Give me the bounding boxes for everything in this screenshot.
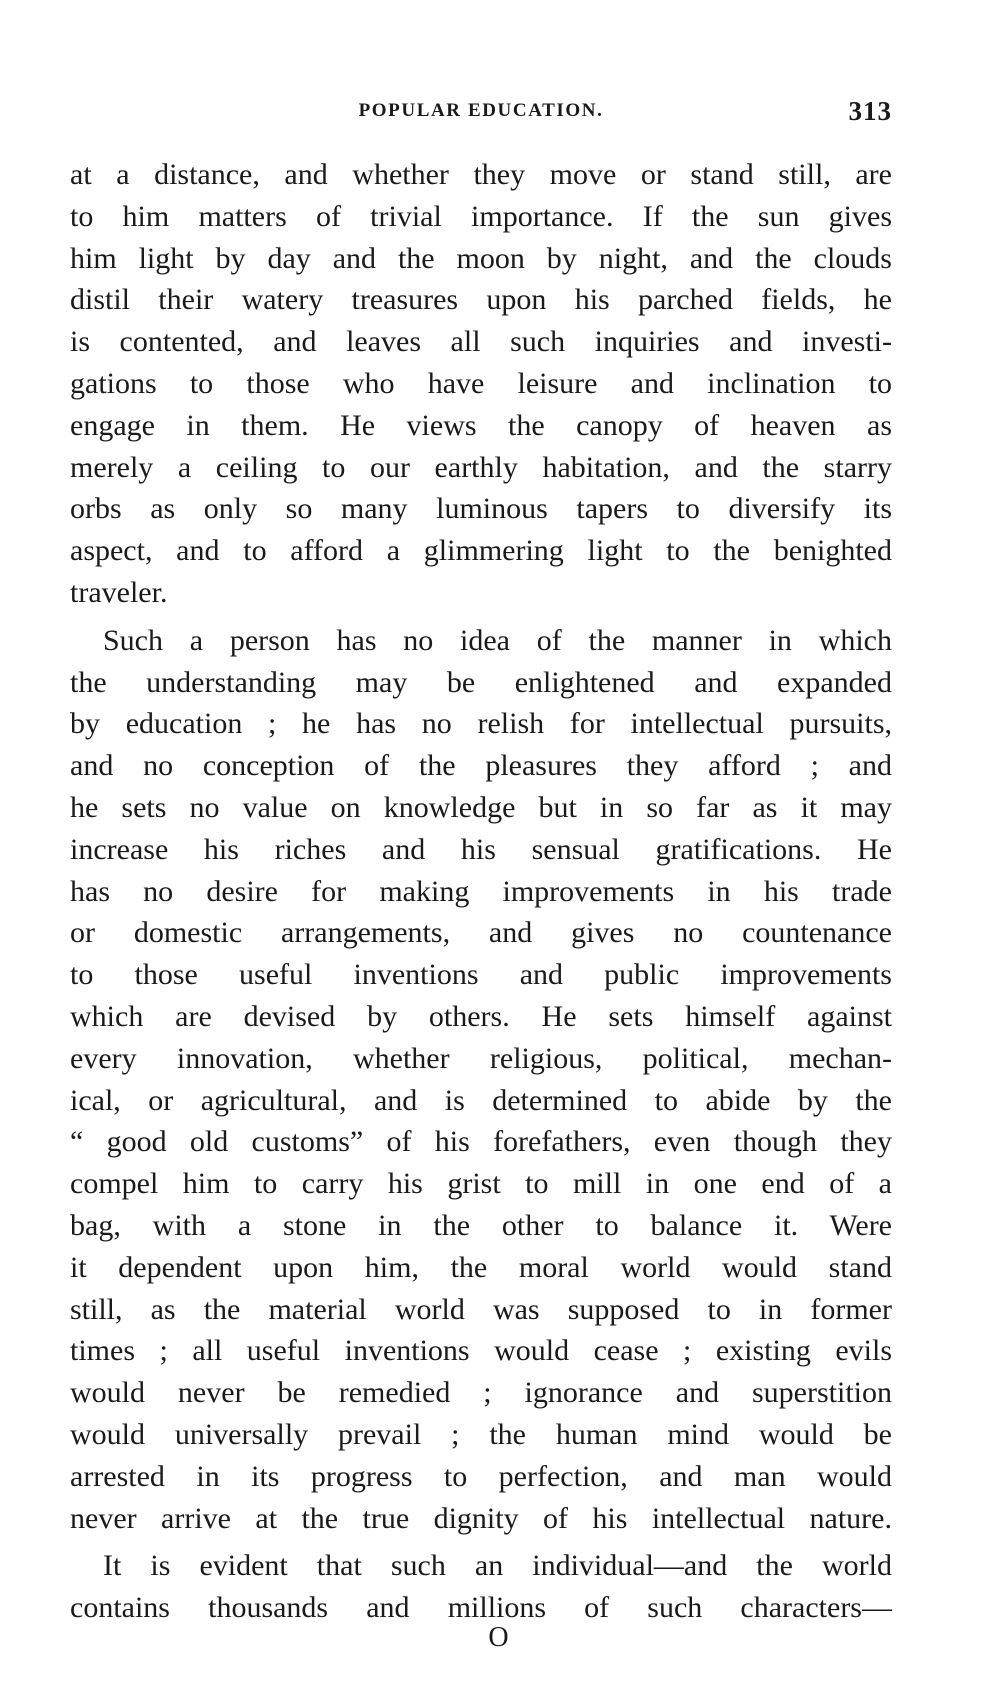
- text-line: orbs as only so many luminous tapers to diversify its: [70, 492, 892, 526]
- text-line: bag, with a stone in the other to balance it. Were: [70, 1208, 892, 1242]
- paragraph: [70, 620, 892, 1540]
- text-line: still, as the material world was supposed to in former: [70, 1292, 892, 1326]
- text-line: would universally prevail ; the human mind would be: [70, 1417, 892, 1451]
- text-line: to him matters of trivial importance. If the sun gives: [70, 199, 892, 233]
- body-text: [70, 154, 892, 1629]
- text-line: increase his riches and his sensual gratifications. He: [70, 832, 892, 866]
- text-line: distil their watery treasures upon his parched fields, he: [70, 283, 892, 317]
- text-line: at a distance, and whether they move or stand still, are: [70, 158, 892, 191]
- text-line: he sets no value on knowledge but in so far as it may: [70, 790, 892, 824]
- text-line: traveler.: [70, 575, 168, 609]
- text-line: engage in them. He views the canopy of heaven as: [70, 408, 892, 442]
- text-line: It is evident that such an individual—and the world: [103, 1549, 892, 1583]
- text-line: every innovation, whether religious, political, mechan-: [70, 1041, 892, 1075]
- text-line: “ good old customs” of his forefathers, even though they: [70, 1125, 892, 1159]
- text-line: gations to those who have leisure and inclination to: [70, 366, 892, 400]
- running-title: POPULAR EDUCATION.: [358, 100, 604, 121]
- text-line: by education ; he has no relish for intellectual pursuits,: [70, 707, 892, 741]
- text-line: never arrive at the true dignity of his intellectual nature.: [70, 1501, 892, 1535]
- text-line: Such a person has no idea of the manner in which: [103, 623, 892, 657]
- text-line: him light by day and the moon by night, and the clouds: [70, 241, 892, 275]
- text-line: times ; all useful inventions would cease ; existing evils: [70, 1334, 892, 1368]
- text-line: aspect, and to afford a glimmering light to the benighted: [70, 534, 892, 568]
- text-line: would never be remedied ; ignorance and superstition: [70, 1376, 892, 1410]
- text-line: to those useful inventions and public improvements: [70, 958, 892, 992]
- text-line: has no desire for making improvements in his trade: [70, 874, 892, 908]
- paragraph: [70, 1545, 892, 1629]
- text-line: arrested in its progress to perfection, and man would: [70, 1459, 892, 1493]
- text-line: and no conception of the pleasures they afford ; and: [70, 749, 892, 783]
- text-line: ical, or agricultural, and is determined to abide by the: [70, 1083, 892, 1117]
- text-line: which are devised by others. He sets himself against: [70, 999, 892, 1033]
- signature-mark: O: [488, 1622, 509, 1653]
- text-line: is contented, and leaves all such inquiries and investi-: [70, 325, 892, 359]
- running-head: [70, 96, 892, 130]
- text-line: the understanding may be enlightened and expanded: [70, 665, 892, 699]
- text-line: compel him to carry his grist to mill in one end of a: [70, 1167, 892, 1201]
- paragraph: [70, 154, 892, 614]
- text-line: merely a ceiling to our earthly habitation, and the starry: [70, 450, 892, 484]
- text-line: it dependent upon him, the moral world would stand: [70, 1250, 892, 1284]
- page-number: 313: [848, 96, 892, 126]
- text-line: contains thousands and millions of such characters—: [70, 1591, 892, 1625]
- text-line: or domestic arrangements, and gives no countenance: [70, 916, 892, 950]
